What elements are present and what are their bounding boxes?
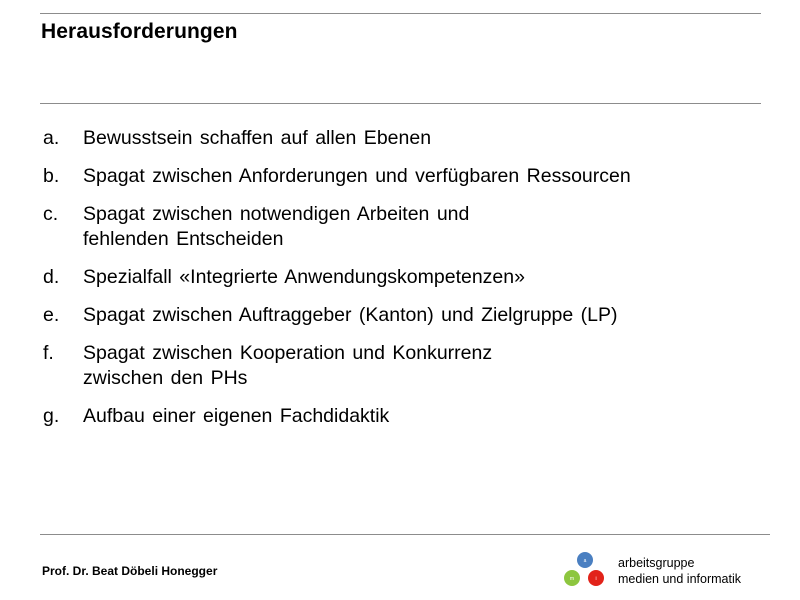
list-item-letter: a. — [43, 127, 60, 149]
logo-letter-i: i — [595, 576, 597, 582]
list-item-text-continued: fehlenden Entscheiden — [83, 228, 284, 250]
list-item-text: Spagat zwischen Auftraggeber (Kanton) und Zielgruppe (LP) — [83, 304, 618, 326]
challenge-list — [43, 126, 631, 442]
list-item — [43, 404, 631, 429]
list-item — [43, 265, 631, 290]
author-name: Prof. Dr. Beat Döbeli Honegger — [42, 564, 218, 578]
top-divider — [40, 13, 761, 14]
list-item — [43, 303, 631, 328]
list-item-text: Bewusstsein schaffen auf allen Ebenen — [83, 127, 432, 149]
list-item — [43, 164, 631, 189]
list-item — [43, 341, 631, 391]
list-item-letter: b. — [43, 165, 60, 187]
list-item — [43, 126, 631, 151]
logo-line-2: medien und informatik — [618, 572, 741, 586]
logo-wordmark — [618, 555, 741, 587]
logo-letter-a: a — [583, 558, 587, 564]
list-item-letter: c. — [43, 203, 59, 225]
list-item-letter: g. — [43, 405, 60, 427]
list-item-letter: d. — [43, 266, 60, 288]
list-item-text: Spagat zwischen Anforderungen und verfügbaren Ressourcen — [83, 165, 631, 187]
list-item-letter: f. — [43, 342, 54, 364]
list-item-text: Spagat zwischen notwendigen Arbeiten und — [83, 203, 470, 225]
list-item-text: Aufbau einer eigenen Fachdidaktik — [83, 405, 390, 427]
footer-divider — [40, 534, 770, 535]
list-item-text-continued: zwischen den PHs — [83, 367, 248, 389]
list-item — [43, 202, 631, 252]
title-divider — [40, 103, 761, 104]
logo-line-1: arbeitsgruppe — [618, 556, 695, 570]
group-logo-icon — [560, 550, 610, 590]
list-item-text: Spagat zwischen Kooperation und Konkurrenz — [83, 342, 493, 364]
list-item-text: Spezialfall «Integrierte Anwendungskompetenzen» — [83, 266, 525, 288]
logo-letter-m: m — [569, 576, 575, 582]
slide-title: Herausforderungen — [41, 20, 238, 43]
list-item-letter: e. — [43, 304, 60, 326]
